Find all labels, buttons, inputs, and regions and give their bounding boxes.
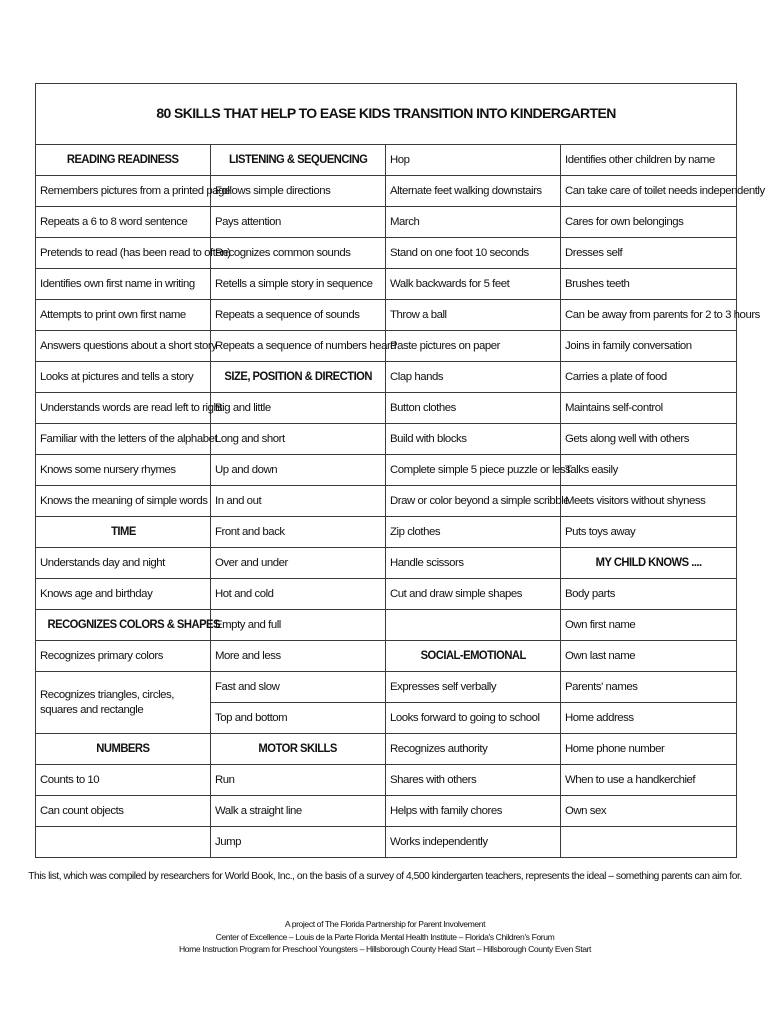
skill-item: March [386, 207, 561, 238]
skill-item: Gets along well with others [561, 424, 737, 455]
skill-item: Over and under [211, 548, 386, 579]
skill-item: Pays attention [211, 207, 386, 238]
empty-cell [36, 827, 211, 858]
skill-item: Brushes teeth [561, 269, 737, 300]
skill-item: Carries a plate of food [561, 362, 737, 393]
skill-item: Fast and slow [211, 672, 386, 703]
credits-block [0, 918, 770, 956]
skill-item: Jump [211, 827, 386, 858]
skill-item: Draw or color beyond a simple scribble [386, 486, 561, 517]
skill-item: Repeats a 6 to 8 word sentence [36, 207, 211, 238]
skill-item: Build with blocks [386, 424, 561, 455]
skill-item: Familiar with the letters of the alphabet [36, 424, 211, 455]
heading-my-child-knows: MY CHILD KNOWS .... [561, 548, 737, 579]
survey-footnote: This list, which was compiled by researchers for World Book, Inc., on the basis of a survey of 4,500 kindergarten teachers, represents the ideal – something parents can aim for. [28, 871, 742, 882]
skill-item: Zip clothes [386, 517, 561, 548]
skill-item: In and out [211, 486, 386, 517]
skill-item: Empty and full [211, 610, 386, 641]
empty-cell [561, 827, 737, 858]
skill-item: Body parts [561, 579, 737, 610]
skill-item: Understands day and night [36, 548, 211, 579]
heading-size-position-direction: SIZE, POSITION & DIRECTION [211, 362, 386, 393]
skill-item: Helps with family chores [386, 796, 561, 827]
skill-item: Can take care of toilet needs independently [561, 176, 737, 207]
skill-item: Front and back [211, 517, 386, 548]
skill-item: When to use a handkerchief [561, 765, 737, 796]
skill-item: Can be away from parents for 2 to 3 hours [561, 300, 737, 331]
skill-item: Identifies own first name in writing [36, 269, 211, 300]
skill-item: Throw a ball [386, 300, 561, 331]
skill-item: Own first name [561, 610, 737, 641]
skill-item: Can count objects [36, 796, 211, 827]
skill-item: Recognizes common sounds [211, 238, 386, 269]
skill-item: Hot and cold [211, 579, 386, 610]
skill-item: Dresses self [561, 238, 737, 269]
skill-item: Stand on one foot 10 seconds [386, 238, 561, 269]
skill-item: Knows some nursery rhymes [36, 455, 211, 486]
page-title: 80 SKILLS THAT HELP TO EASE KIDS TRANSITION INTO KINDERGARTEN [36, 84, 737, 145]
skill-item: Repeats a sequence of numbers heard [211, 331, 386, 362]
skill-item: Expresses self verbally [386, 672, 561, 703]
skill-item: Remembers pictures from a printed page [36, 176, 211, 207]
skill-item: Complete simple 5 piece puzzle or less [386, 455, 561, 486]
credit-line: Center of Excellence – Louis de la Parte Florida Mental Health Institute – Florida's Children's Forum [215, 931, 555, 942]
skill-item: Answers questions about a short story [36, 331, 211, 362]
skill-item: Retells a simple story in sequence [211, 269, 386, 300]
heading-motor-skills: MOTOR SKILLS [211, 734, 386, 765]
empty-cell [386, 610, 561, 641]
skill-item: Repeats a sequence of sounds [211, 300, 386, 331]
skill-item: Attempts to print own first name [36, 300, 211, 331]
skill-item: Own last name [561, 641, 737, 672]
skill-item: Parents' names [561, 672, 737, 703]
skill-item: Recognizes primary colors [36, 641, 211, 672]
skill-item: Knows age and birthday [36, 579, 211, 610]
credit-line: A project of The Florida Partnership for Parent Involvement [284, 919, 486, 929]
skill-item: Hop [386, 145, 561, 176]
skill-item: Follows simple directions [211, 176, 386, 207]
heading-reading-readiness: READING READINESS [36, 145, 211, 176]
skill-item: Cares for own belongings [561, 207, 737, 238]
skill-item: Maintains self-control [561, 393, 737, 424]
skill-item: Top and bottom [211, 703, 386, 734]
skill-item: Cut and draw simple shapes [386, 579, 561, 610]
skill-item: Knows the meaning of simple words [36, 486, 211, 517]
skill-item: Up and down [211, 455, 386, 486]
skill-item: More and less [211, 641, 386, 672]
skill-item: Button clothes [386, 393, 561, 424]
skill-item: Looks at pictures and tells a story [36, 362, 211, 393]
skill-item: Puts toys away [561, 517, 737, 548]
skill-item: Big and little [211, 393, 386, 424]
skill-item: Meets visitors without shyness [561, 486, 737, 517]
heading-listening-sequencing: LISTENING & SEQUENCING [211, 145, 386, 176]
skill-item: Alternate feet walking downstairs [386, 176, 561, 207]
skill-item: Looks forward to going to school [386, 703, 561, 734]
skill-item: Recognizes authority [386, 734, 561, 765]
heading-recognizes-colors-shapes: RECOGNIZES COLORS & SHAPES [36, 610, 211, 641]
skill-item: Shares with others [386, 765, 561, 796]
skill-item: Talks easily [561, 455, 737, 486]
skill-item: Joins in family conversation [561, 331, 737, 362]
skill-item: Long and short [211, 424, 386, 455]
skill-item: Pretends to read (has been read to often) [36, 238, 211, 269]
heading-numbers: NUMBERS [36, 734, 211, 765]
skill-item: Works independently [386, 827, 561, 858]
skill-item: Walk backwards for 5 feet [386, 269, 561, 300]
skill-item: Walk a straight line [211, 796, 386, 827]
skill-item: Paste pictures on paper [386, 331, 561, 362]
heading-social-emotional: SOCIAL-EMOTIONAL [386, 641, 561, 672]
skill-item: Home address [561, 703, 737, 734]
heading-time: TIME [36, 517, 211, 548]
skill-item: Recognizes triangles, circles, squares and rectangle [36, 672, 211, 734]
skill-item: Clap hands [386, 362, 561, 393]
skill-item: Run [211, 765, 386, 796]
skills-table [35, 83, 765, 858]
skill-item: Counts to 10 [36, 765, 211, 796]
credit-line: Home Instruction Program for Preschool Youngsters – Hillsborough County Head Start – Hillsborough County Even Start [178, 944, 592, 954]
skill-item: Handle scissors [386, 548, 561, 579]
skill-item: Identifies other children by name [561, 145, 737, 176]
skill-item: Understands words are read left to right [36, 393, 211, 424]
skill-item: Home phone number [561, 734, 737, 765]
skills-sheet [35, 83, 765, 858]
skill-item: Own sex [561, 796, 737, 827]
